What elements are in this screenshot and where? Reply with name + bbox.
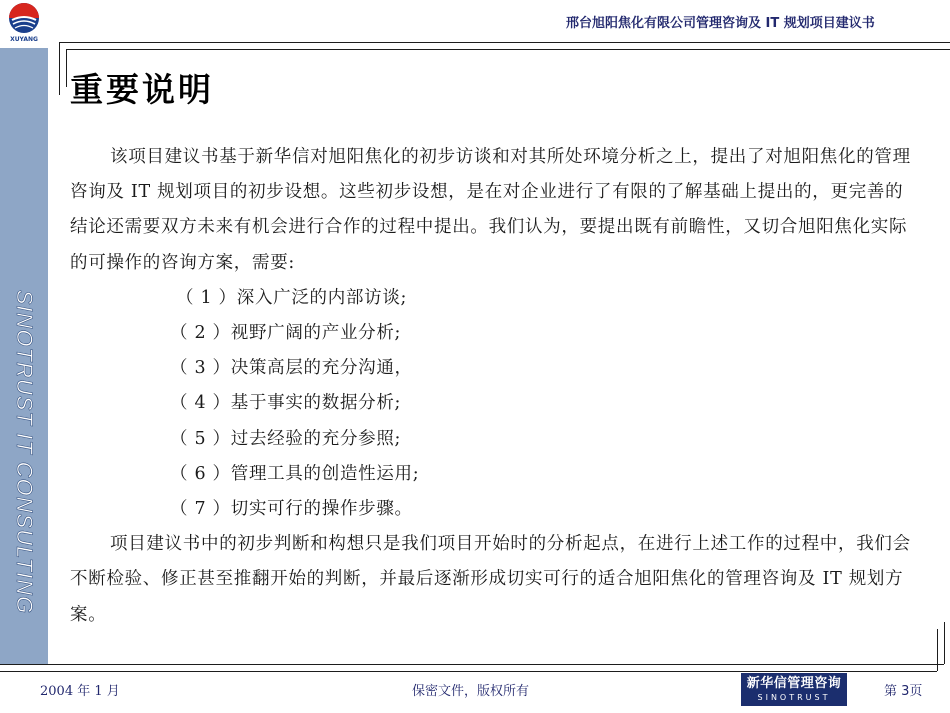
bottom-divider-line — [0, 664, 944, 665]
right-frame-line-2 — [944, 622, 945, 664]
requirement-item-4: （ 4 ）基于事实的数据分析; — [170, 393, 402, 414]
top-divider-line-2 — [66, 49, 950, 50]
intro-paragraph: 该项目建议书基于新华信对旭阳焦化的初步访谈和对其所处环境分析之上，提出了对旭阳焦化的管理咨询及 IT 规划项目的初步设想。这些初步设想，是在对企业进行了有限的了解基础上提出的，更完善的结论还需要双方未来有机会进行合作的过程中提出。我们认为，要提出既有前瞻性，又切合旭阳焦化实际的可操作的咨询方案，需要: — [70, 147, 911, 273]
sinotrust-logo — [741, 673, 847, 706]
requirement-item-5: （ 5 ）过去经验的充分参照; — [170, 428, 402, 449]
left-frame-line — [59, 42, 60, 95]
vertical-brand-text: SINOTRUST IT CONSULTING — [12, 289, 37, 615]
top-divider-line — [59, 42, 950, 43]
requirement-item-7: （ 7 ）切实可行的操作步骤。 — [170, 499, 413, 520]
requirement-item-1: （ 1 ）深入广泛的内部访谈; — [176, 287, 408, 308]
bottom-divider-line-2 — [0, 671, 937, 672]
footer-confidential-note: 保密文件，版权所有 — [412, 684, 530, 699]
requirement-item-6: （ 6 ）管理工具的创造性运用; — [170, 463, 420, 484]
logo-text: XUYANG — [10, 36, 38, 43]
closing-paragraph: 项目建议书中的初步判断和构想只是我们项目开始时的分析起点，在进行上述工作的过程中，我们会不断检验、修正甚至推翻开始的判断，并最后逐渐形成切实可行的适合旭阳焦化的管理咨询及 IT 规划方案。 — [70, 534, 911, 625]
footer-date: 2004 年 1 月 — [40, 684, 120, 699]
xuyang-logo-icon — [8, 2, 40, 36]
requirement-item-3: （ 3 ）决策高层的充分沟通， — [170, 358, 413, 379]
page-number: 第 3页 — [884, 684, 923, 699]
body-content — [70, 140, 915, 633]
right-frame-line — [937, 629, 938, 671]
left-sidebar — [0, 0, 48, 664]
page-title: 重要说明 — [70, 70, 214, 109]
sinotrust-logo-cn: 新华信管理咨询 — [746, 676, 842, 691]
left-frame-line-2 — [66, 49, 67, 87]
sinotrust-logo-en: SINOTRUST — [757, 693, 831, 702]
company-logo — [0, 0, 48, 48]
requirement-item-2: （ 2 ）视野广阔的产业分析; — [170, 323, 402, 344]
document-header-title: 邢台旭阳焦化有限公司管理咨询及 IT 规划项目建议书 — [566, 16, 875, 31]
